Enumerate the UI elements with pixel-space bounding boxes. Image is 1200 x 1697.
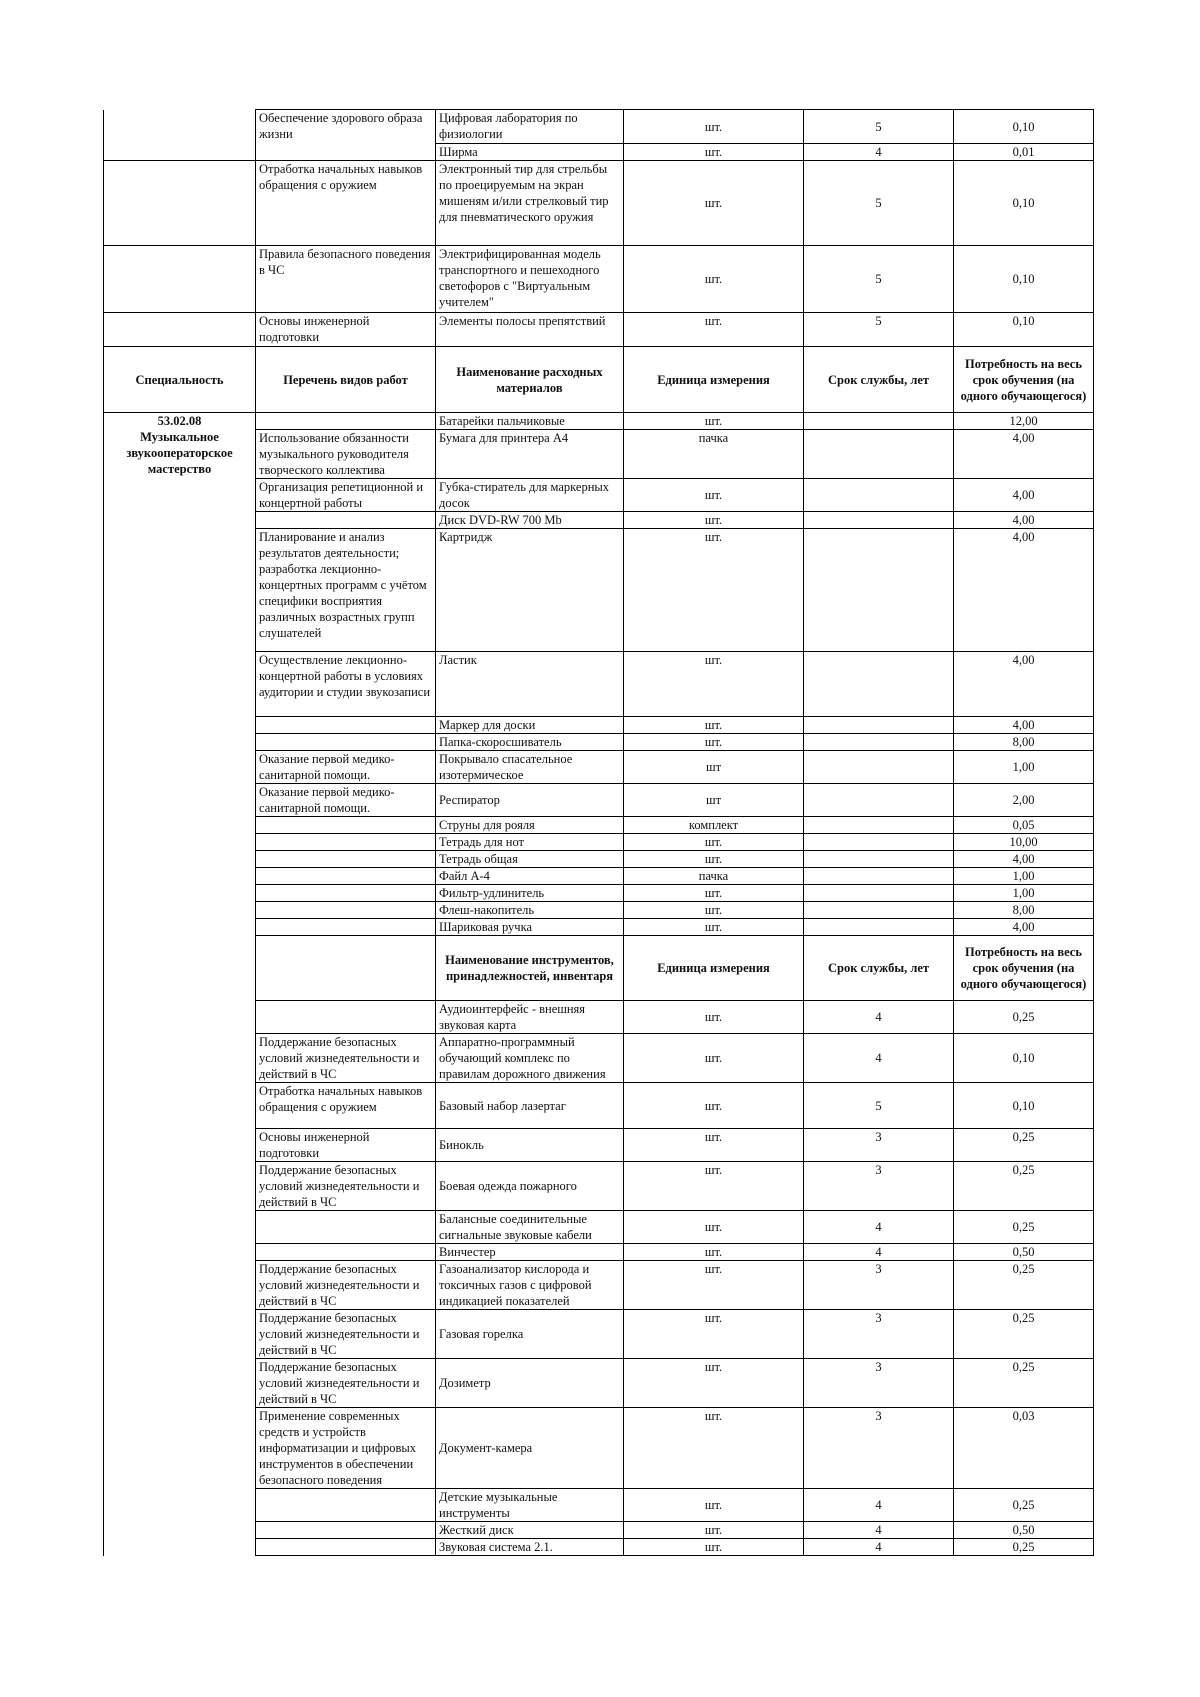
life-cell: 4 xyxy=(804,1489,954,1522)
life-cell: 5 xyxy=(804,1083,954,1129)
materials-header-row xyxy=(104,347,1094,413)
work-type-cell: Использование обязанности музыкального руководителя творческого коллектива xyxy=(256,430,436,479)
instrument-name-cell: Звуковая система 2.1. xyxy=(436,1539,624,1556)
life-cell xyxy=(804,868,954,885)
work-type-cell: Организация репетиционной и концертной работы xyxy=(256,479,436,512)
header-service-life: Срок службы, лет xyxy=(804,347,954,413)
header-work-types: Перечень видов работ xyxy=(256,347,436,413)
unit-cell: пачка xyxy=(624,868,804,885)
material-name-cell: Флеш-накопитель xyxy=(436,902,624,919)
material-name-cell: Батарейки пальчиковые xyxy=(436,413,624,430)
work-type-cell xyxy=(256,413,436,430)
item-name-cell: Ширма xyxy=(436,144,624,161)
material-name-cell: Тетрадь для нот xyxy=(436,834,624,851)
need-cell: 4,00 xyxy=(954,529,1094,652)
need-cell: 1,00 xyxy=(954,868,1094,885)
unit-cell: шт. xyxy=(624,110,804,144)
need-cell: 4,00 xyxy=(954,851,1094,868)
need-cell: 0,50 xyxy=(954,1244,1094,1261)
work-type-cell xyxy=(256,1001,436,1034)
unit-cell: шт. xyxy=(624,717,804,734)
need-cell: 0,25 xyxy=(954,1310,1094,1359)
need-cell: 0,10 xyxy=(954,1034,1094,1083)
work-type-cell xyxy=(256,834,436,851)
life-cell xyxy=(804,734,954,751)
work-type-cell xyxy=(256,868,436,885)
unit-cell: шт. xyxy=(624,1539,804,1556)
specialty-cell-empty xyxy=(104,110,256,161)
material-name-cell: Бумага для принтера А4 xyxy=(436,430,624,479)
table-row xyxy=(104,246,1094,313)
life-cell xyxy=(804,512,954,529)
need-cell: 0,10 xyxy=(954,246,1094,313)
work-type-cell xyxy=(256,512,436,529)
need-cell: 0,25 xyxy=(954,1261,1094,1310)
unit-cell: шт. xyxy=(624,902,804,919)
unit-cell: шт. xyxy=(624,413,804,430)
material-name-cell: Маркер для доски xyxy=(436,717,624,734)
header-need: Потребность на весь срок обучения (на одного обучающегося) xyxy=(954,347,1094,413)
need-cell: 4,00 xyxy=(954,430,1094,479)
need-cell: 4,00 xyxy=(954,919,1094,936)
work-type-cell xyxy=(256,851,436,868)
work-type-cell xyxy=(256,1522,436,1539)
need-cell: 8,00 xyxy=(954,902,1094,919)
life-cell xyxy=(804,479,954,512)
life-cell: 4 xyxy=(804,144,954,161)
need-cell: 0,10 xyxy=(954,1083,1094,1129)
need-cell: 8,00 xyxy=(954,734,1094,751)
instrument-name-cell: Дозиметр xyxy=(436,1359,624,1408)
instrument-name-cell: Газовая горелка xyxy=(436,1310,624,1359)
work-type-cell: Планирование и анализ результатов деятельности; разработка лекционно-концертных программ с учётом специфики восприятия различных возрастных групп слушателей xyxy=(256,529,436,652)
need-cell: 0,25 xyxy=(954,1359,1094,1408)
material-name-cell: Шариковая ручка xyxy=(436,919,624,936)
unit-cell: шт. xyxy=(624,1034,804,1083)
specialty-cell-empty xyxy=(104,313,256,347)
life-cell xyxy=(804,817,954,834)
work-type-cell: Оказание первой медико-санитарной помощи. xyxy=(256,751,436,784)
need-cell: 0,25 xyxy=(954,1162,1094,1211)
work-type-cell: Отработка начальных навыков обращения с оружием xyxy=(256,161,436,246)
life-cell: 4 xyxy=(804,1539,954,1556)
work-type-cell xyxy=(256,1539,436,1556)
header-need: Потребность на весь срок обучения (на одного обучающегося) xyxy=(954,936,1094,1001)
need-cell: 4,00 xyxy=(954,717,1094,734)
life-cell: 4 xyxy=(804,1034,954,1083)
instrument-name-cell: Винчестер xyxy=(436,1244,624,1261)
life-cell: 4 xyxy=(804,1244,954,1261)
work-type-cell xyxy=(256,717,436,734)
life-cell: 3 xyxy=(804,1359,954,1408)
unit-cell: шт. xyxy=(624,1310,804,1359)
work-type-cell: Применение современных средств и устройств информатизации и цифровых инструментов в обеспечении безопасного поведения xyxy=(256,1408,436,1489)
header-unit: Единица измерения xyxy=(624,347,804,413)
life-cell: 3 xyxy=(804,1408,954,1489)
header-specialty: Специальность xyxy=(104,347,256,413)
need-cell: 0,25 xyxy=(954,1001,1094,1034)
unit-cell: шт. xyxy=(624,512,804,529)
life-cell: 4 xyxy=(804,1211,954,1244)
work-type-cell xyxy=(256,885,436,902)
material-name-cell: Диск DVD-RW 700 Mb xyxy=(436,512,624,529)
unit-cell: комплект xyxy=(624,817,804,834)
life-cell: 5 xyxy=(804,161,954,246)
need-cell: 4,00 xyxy=(954,512,1094,529)
life-cell xyxy=(804,413,954,430)
need-cell: 2,00 xyxy=(954,784,1094,817)
work-type-cell: Отработка начальных навыков обращения с оружием xyxy=(256,1083,436,1129)
life-cell xyxy=(804,717,954,734)
work-type-cell xyxy=(256,919,436,936)
life-cell: 3 xyxy=(804,1162,954,1211)
work-type-cell: Поддержание безопасных условий жизнедеятельности и действий в ЧС xyxy=(256,1359,436,1408)
need-cell: 0,01 xyxy=(954,144,1094,161)
life-cell xyxy=(804,902,954,919)
unit-cell: шт. xyxy=(624,1408,804,1489)
life-cell xyxy=(804,430,954,479)
unit-cell: шт. xyxy=(624,1129,804,1162)
life-cell: 3 xyxy=(804,1129,954,1162)
work-type-cell: Поддержание безопасных условий жизнедеятельности и действий в ЧС xyxy=(256,1261,436,1310)
life-cell: 3 xyxy=(804,1310,954,1359)
specialty-cell-empty xyxy=(104,246,256,313)
material-name-cell: Респиратор xyxy=(436,784,624,817)
unit-cell: шт. xyxy=(624,313,804,347)
unit-cell: шт. xyxy=(624,1244,804,1261)
specialty-code: 53.02.08 xyxy=(157,414,202,428)
instrument-name-cell: Газоанализатор кислорода и токсичных газов с цифровой индикацией показателей xyxy=(436,1261,624,1310)
table-row xyxy=(104,161,1094,246)
table-row xyxy=(104,110,1094,144)
unit-cell: шт. xyxy=(624,479,804,512)
unit-cell: шт. xyxy=(624,919,804,936)
unit-cell: шт. xyxy=(624,652,804,717)
header-service-life: Срок службы, лет xyxy=(804,936,954,1001)
life-cell xyxy=(804,885,954,902)
unit-cell: шт. xyxy=(624,1359,804,1408)
unit-cell: шт. xyxy=(624,1522,804,1539)
need-cell: 0,25 xyxy=(954,1539,1094,1556)
instrument-name-cell: Жесткий диск xyxy=(436,1522,624,1539)
life-cell xyxy=(804,751,954,784)
unit-cell: шт. xyxy=(624,246,804,313)
need-cell: 12,00 xyxy=(954,413,1094,430)
need-cell: 0,25 xyxy=(954,1489,1094,1522)
need-cell: 1,00 xyxy=(954,751,1094,784)
life-cell: 5 xyxy=(804,313,954,347)
life-cell: 4 xyxy=(804,1522,954,1539)
need-cell: 10,00 xyxy=(954,834,1094,851)
work-type-cell: Основы инженерной подготовки xyxy=(256,313,436,347)
unit-cell: пачка xyxy=(624,430,804,479)
life-cell xyxy=(804,834,954,851)
instrument-name-cell: Базовый набор лазертаг xyxy=(436,1083,624,1129)
work-type-cell xyxy=(256,734,436,751)
unit-cell: шт. xyxy=(624,1083,804,1129)
header-materials-name: Наименование расходных материалов xyxy=(436,347,624,413)
instrument-name-cell: Аппаратно-программный обучающий комплекс по правилам дорожного движения xyxy=(436,1034,624,1083)
material-name-cell: Фильтр-удлинитель xyxy=(436,885,624,902)
need-cell: 0,25 xyxy=(954,1211,1094,1244)
need-cell: 0,10 xyxy=(954,313,1094,347)
material-name-cell: Тетрадь общая xyxy=(436,851,624,868)
work-type-cell: Поддержание безопасных условий жизнедеятельности и действий в ЧС xyxy=(256,1034,436,1083)
work-type-cell: Поддержание безопасных условий жизнедеятельности и действий в ЧС xyxy=(256,1310,436,1359)
specialty-cell xyxy=(104,413,256,1556)
unit-cell: шт. xyxy=(624,851,804,868)
table-row xyxy=(104,313,1094,347)
need-cell: 0,10 xyxy=(954,110,1094,144)
material-name-cell: Губка-стиратель для маркерных досок xyxy=(436,479,624,512)
life-cell: 5 xyxy=(804,246,954,313)
need-cell: 4,00 xyxy=(954,479,1094,512)
header-instruments-name: Наименование инструментов, принадлежностей, инвентаря xyxy=(436,936,624,1001)
material-name-cell: Папка-скоросшиватель xyxy=(436,734,624,751)
work-type-cell: Поддержание безопасных условий жизнедеятельности и действий в ЧС xyxy=(256,1162,436,1211)
unit-cell: шт xyxy=(624,784,804,817)
unit-cell: шт. xyxy=(624,161,804,246)
instrument-name-cell: Боевая одежда пожарного xyxy=(436,1162,624,1211)
unit-cell: шт. xyxy=(624,144,804,161)
item-name-cell: Цифровая лаборатория по физиологии xyxy=(436,110,624,144)
work-type-cell: Правила безопасного поведения в ЧС xyxy=(256,246,436,313)
specialty-name: Музыкальное звукооператорское мастерство xyxy=(126,430,233,476)
life-cell xyxy=(804,784,954,817)
instrument-name-cell: Бинокль xyxy=(436,1129,624,1162)
work-type-cell xyxy=(256,1489,436,1522)
need-cell: 0,10 xyxy=(954,161,1094,246)
unit-cell: шт. xyxy=(624,1489,804,1522)
instrument-name-cell: Балансные соединительные сигнальные звуковые кабели xyxy=(436,1211,624,1244)
need-cell: 0,05 xyxy=(954,817,1094,834)
item-name-cell: Электронный тир для стрельбы по проецируемым на экран мишеням и/или стрелковый тир для пневматического оружия xyxy=(436,161,624,246)
life-cell xyxy=(804,529,954,652)
need-cell: 0,25 xyxy=(954,1129,1094,1162)
work-type-cell xyxy=(256,1211,436,1244)
instrument-name-cell: Документ-камера xyxy=(436,1408,624,1489)
life-cell xyxy=(804,851,954,868)
item-name-cell: Элементы полосы препятствий xyxy=(436,313,624,347)
work-type-cell xyxy=(256,902,436,919)
material-name-cell: Файл А-4 xyxy=(436,868,624,885)
header-unit: Единица измерения xyxy=(624,936,804,1001)
work-type-cell xyxy=(256,1244,436,1261)
life-cell: 4 xyxy=(804,1001,954,1034)
unit-cell: шт. xyxy=(624,734,804,751)
item-name-cell: Электрифицированная модель транспортного и пешеходного светофоров с "Виртуальным учителем" xyxy=(436,246,624,313)
unit-cell: шт. xyxy=(624,1211,804,1244)
material-name-cell: Ластик xyxy=(436,652,624,717)
life-cell xyxy=(804,652,954,717)
work-type-cell: Оказание первой медико-санитарной помощи. xyxy=(256,784,436,817)
need-cell: 0,50 xyxy=(954,1522,1094,1539)
material-name-cell: Картридж xyxy=(436,529,624,652)
need-cell: 1,00 xyxy=(954,885,1094,902)
work-type-cell xyxy=(256,817,436,834)
unit-cell: шт. xyxy=(624,834,804,851)
header-work-types-blank xyxy=(256,936,436,1001)
material-name-cell: Покрывало спасательное изотермическое xyxy=(436,751,624,784)
material-row xyxy=(104,413,1094,430)
instrument-name-cell: Аудиоинтерфейс - внешняя звуковая карта xyxy=(436,1001,624,1034)
life-cell: 3 xyxy=(804,1261,954,1310)
need-cell: 0,03 xyxy=(954,1408,1094,1489)
need-cell: 4,00 xyxy=(954,652,1094,717)
life-cell xyxy=(804,919,954,936)
instrument-name-cell: Детские музыкальные инструменты xyxy=(436,1489,624,1522)
material-name-cell: Струны для рояля xyxy=(436,817,624,834)
unit-cell: шт xyxy=(624,751,804,784)
specialty-cell-empty xyxy=(104,161,256,246)
unit-cell: шт. xyxy=(624,1001,804,1034)
unit-cell: шт. xyxy=(624,1261,804,1310)
unit-cell: шт. xyxy=(624,1162,804,1211)
work-type-cell: Осуществление лекционно-концертной работы в условиях аудитории и студии звукозаписи xyxy=(256,652,436,717)
life-cell: 5 xyxy=(804,110,954,144)
unit-cell: шт. xyxy=(624,885,804,902)
work-type-cell: Обеспечение здорового образа жизни xyxy=(256,110,436,161)
work-type-cell: Основы инженерной подготовки xyxy=(256,1129,436,1162)
equipment-table xyxy=(103,109,1094,1556)
unit-cell: шт. xyxy=(624,529,804,652)
table-body xyxy=(104,110,1094,1556)
